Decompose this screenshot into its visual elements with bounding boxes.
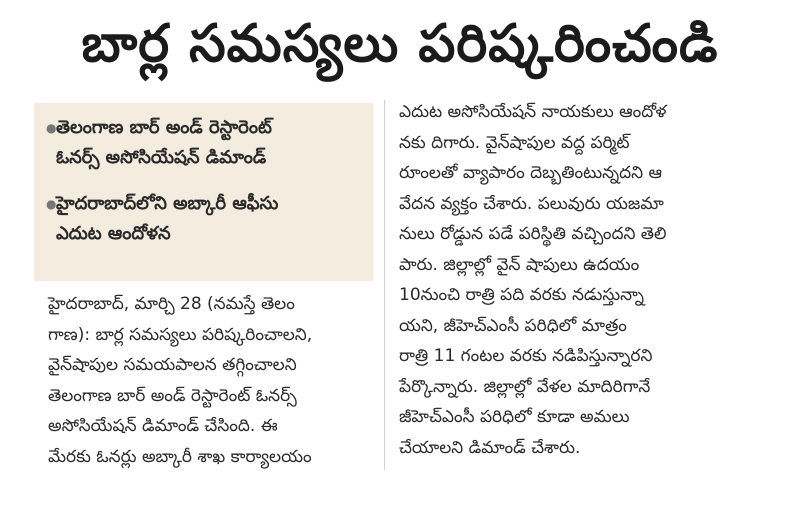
headline: బార్ల సమస్యలు పరిష్కరించండి <box>81 14 719 74</box>
article-line: 10నుంచి రాత్రి పది వరకు నడుస్తున్నా <box>399 285 645 305</box>
article-line: ఎదుట అసోసియేషన్ నాయకులు ఆందోళ <box>399 102 667 122</box>
column-divider <box>384 100 385 470</box>
article-line: వేదన వ్యక్తం చేశారు. పలువురు యజమా <box>399 193 664 214</box>
article-left-column <box>48 289 373 472</box>
article-line: యని, జీహెచ్‌ఎంసీ పరిధిలో మాత్రం <box>399 315 627 336</box>
article-line: పారు. జిల్లాల్లో వైన్ షాపులు ఉదయం <box>399 254 640 275</box>
highlight-line: ఓనర్స్ అసోసియేషన్ డిమాండ్ <box>56 147 267 168</box>
article-line: గాణ): బార్ల సమస్యలు పరిష్కరించాలని, <box>48 324 313 345</box>
article-line: నులు రోడ్డున పడే పరిస్థితి వచ్చిందని తెలి <box>399 224 667 244</box>
article-line: హైదరాబాద్, మార్చి 28 (నమస్తే తెలం <box>48 294 295 314</box>
highlight-box <box>34 103 373 281</box>
article-line: అసోసియేషన్ డిమాండ్ చేసింది. ఈ <box>48 416 278 436</box>
highlight-item <box>46 113 363 173</box>
highlight-line: తెలంగాణ బార్ అండ్ రెస్టారెంట్ <box>56 117 272 138</box>
highlight-line: హైదరాబాద్‌లోని అబ్కారీ ఆఫీసు <box>56 193 279 214</box>
bullet-icon: ● <box>46 197 57 211</box>
article-line: చేయాలని డిమాండ్ చేశారు. <box>399 437 581 458</box>
article-line: జీహెచ్‌ఎంసీ పరిధిలో కూడా అమలు <box>399 407 630 427</box>
article-line: నకు దిగారు. వైన్‌షాపుల వద్ద పర్మిట్ <box>399 132 630 153</box>
article-line: మేరకు ఓనర్లు అబ్కారీ శాఖ కార్యాలయం <box>48 446 312 467</box>
article-line: తెలంగాణ బార్ అండ్ రెస్టారెంట్ ఓనర్స్ <box>48 385 297 406</box>
article-line: రాత్రి 11 గంటల వరకు నడిపిస్తున్నారని <box>399 346 653 366</box>
article-right-column <box>399 97 749 463</box>
highlight-line: ఎదుట ఆందోళన <box>56 223 171 244</box>
highlight-item <box>46 189 363 249</box>
bullet-icon: ● <box>46 121 57 135</box>
article-line: పేర్కొన్నారు. జిల్లాల్లో వేళల మాదిరిగానే <box>399 376 651 397</box>
article-line: రూంలతో వ్యాపారం దెబ్బతింటున్నదని ఆ <box>399 163 663 183</box>
article-line: వైన్‌షాపుల సమయపాలన తగ్గించాలని <box>48 355 297 375</box>
